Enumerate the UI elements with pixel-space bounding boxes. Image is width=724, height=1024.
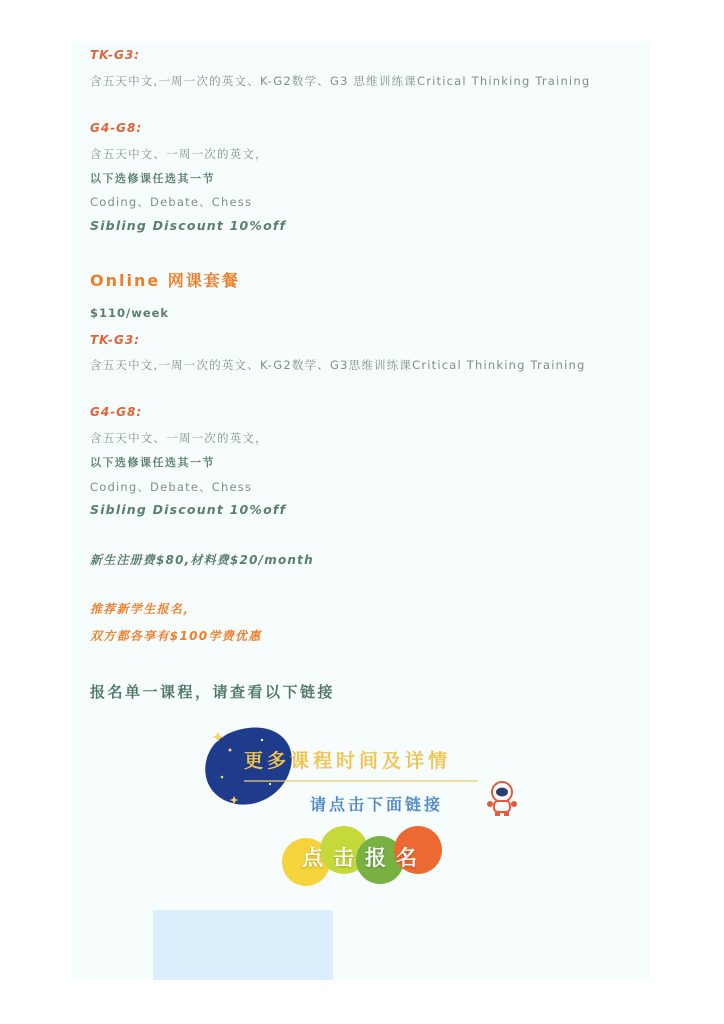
- image-placeholder: [153, 910, 333, 980]
- elective-note: 以下选修课任选其一节: [90, 172, 215, 185]
- online-elective-note: 以下选修课任选其一节: [90, 456, 215, 469]
- online-tk-g3-title: TK-G3:: [90, 333, 140, 347]
- g4-g8-title: G4-G8:: [90, 121, 143, 135]
- online-tk-g3-description: 含五天中文,一周一次的英文、K-G2数学、G3思维训练课Critical Thinking Training: [90, 358, 586, 372]
- banner-subtitle: 请点击下面链接: [310, 795, 444, 814]
- referral-line-2: 双方都各享有$100学费优惠: [90, 629, 262, 643]
- online-heading: Online 网课套餐: [90, 271, 240, 290]
- signup-char-1: 点: [302, 845, 323, 870]
- sibling-discount: Sibling Discount 10%off: [90, 218, 287, 233]
- online-price: $110/week: [90, 306, 170, 320]
- banner-title: 更多课程时间及详情: [244, 750, 452, 772]
- signup-char-4: 名: [396, 845, 417, 870]
- more-details-banner[interactable]: [200, 722, 530, 822]
- astronaut-icon: [484, 780, 520, 818]
- registration-fees: 新生注册费$80,材料费$20/month: [90, 553, 314, 567]
- single-course-heading: 报名单一课程，请查看以下链接: [90, 683, 336, 701]
- online-elective-list: Coding、Debate、Chess: [90, 480, 253, 494]
- online-g4-g8-description: 含五天中文、一周一次的英文，: [90, 431, 268, 445]
- online-g4-g8-title: G4-G8:: [90, 405, 143, 419]
- signup-button[interactable]: [280, 824, 450, 886]
- elective-list: Coding、Debate、Chess: [90, 195, 253, 209]
- tk-g3-title: TK-G3:: [90, 48, 140, 62]
- g4-g8-description: 含五天中文、一周一次的英文，: [90, 147, 268, 161]
- referral-line-1: 推荐新学生报名，: [90, 602, 197, 616]
- signup-char-2: 击: [333, 845, 354, 870]
- online-sibling-discount: Sibling Discount 10%off: [90, 502, 287, 517]
- signup-char-3: 报: [365, 845, 386, 870]
- tk-g3-description: 含五天中文,一周一次的英文、K-G2数学、G3 思维训练课Critical Thinking Training: [90, 74, 591, 88]
